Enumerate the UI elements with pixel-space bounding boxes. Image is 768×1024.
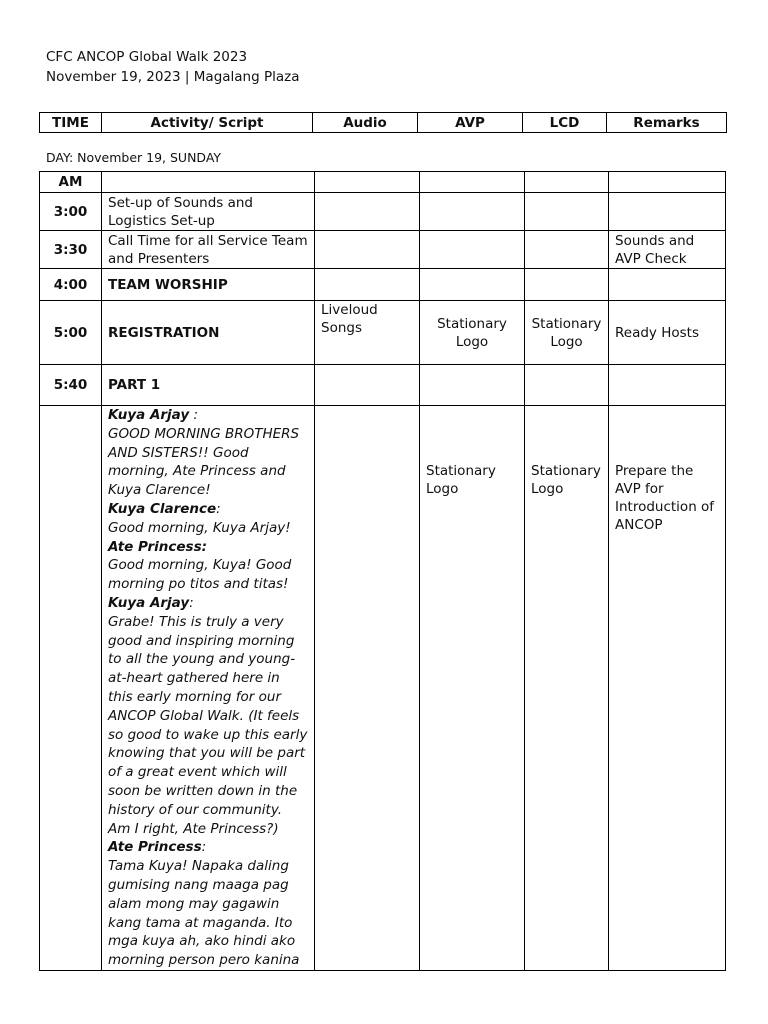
col-header-avp: AVP <box>418 113 523 133</box>
document-title: CFC ANCOP Global Walk 2023 <box>46 49 248 65</box>
time-cell: 5:00 <box>40 301 102 365</box>
avp-cell <box>420 172 525 193</box>
column-header-row <box>40 113 727 133</box>
table-row <box>40 193 726 231</box>
activity-cell: PART 1 <box>102 365 315 406</box>
script-line: Good morning, Kuya! Good morning po titos and titas! <box>108 557 292 593</box>
col-header-audio: Audio <box>313 113 418 133</box>
audio-cell <box>315 269 420 301</box>
table-row <box>40 231 726 269</box>
audio-cell: Liveloud Songs <box>315 301 420 365</box>
script-speaker: Kuya Clarence: <box>108 500 221 517</box>
day-label: DAY: November 19, SUNDAY <box>46 150 222 165</box>
script-speaker: Kuya Arjay : <box>108 407 199 423</box>
time-cell-empty <box>40 406 102 971</box>
lcd-cell <box>525 365 609 406</box>
activity-cell: REGISTRATION <box>102 301 315 365</box>
lcd-cell <box>525 231 609 269</box>
table-row <box>40 365 726 406</box>
remarks-cell <box>609 193 726 231</box>
lcd-cell <box>525 193 609 231</box>
avp-cell: Stationary Logo <box>420 301 525 365</box>
col-header-lcd: LCD <box>523 113 607 133</box>
avp-cell <box>420 193 525 231</box>
script-line: Good morning, Kuya Arjay! <box>108 519 291 536</box>
table-row <box>40 269 726 301</box>
avp-cell: Stationary Logo <box>420 406 525 971</box>
time-cell: 4:00 <box>40 269 102 301</box>
table-row <box>40 301 726 365</box>
script-line: GOOD MORNING BROTHERS AND SISTERS!! Good morning, Ate Princess and Kuya Clarence! <box>108 425 300 499</box>
script-row <box>40 406 726 971</box>
avp-cell <box>420 269 525 301</box>
script-speaker: Ate Princess: <box>108 839 207 856</box>
script-cell <box>102 406 315 971</box>
col-header-time: TIME <box>40 113 102 133</box>
schedule-table <box>39 171 726 971</box>
audio-cell <box>315 365 420 406</box>
activity-cell: Call Time for all Service Team and Presenters <box>102 231 315 269</box>
activity-cell <box>102 172 315 193</box>
script-line: Grabe! This is truly a very good and inspiring morning to all the young and young-at-heart gathered here in this early morning for our ANCOP Global Walk. (It feels so good to wake up this early knowing that you will be part of a great event which will soon be written down in the history of our community. Am I right, Ate Princess?) <box>108 613 308 837</box>
col-header-remarks: Remarks <box>607 113 727 133</box>
document-subtitle: November 19, 2023 | Magalang Plaza <box>46 69 300 85</box>
script-line: Tama Kuya! Napaka daling gumising nang maaga pag alam mong may gagawin kang tama at maganda. Ito mga kuya ah, ako hindi ako morning person pero kanina <box>108 858 300 969</box>
audio-cell <box>315 231 420 269</box>
audio-cell <box>315 193 420 231</box>
time-cell: 5:40 <box>40 365 102 406</box>
audio-cell <box>315 406 420 971</box>
lcd-cell: Stationary Logo <box>525 406 609 971</box>
avp-cell <box>420 365 525 406</box>
time-cell: AM <box>40 172 102 193</box>
remarks-cell: Sounds and AVP Check <box>609 231 726 269</box>
script-speaker: Kuya Arjay: <box>108 594 194 611</box>
remarks-cell <box>609 365 726 406</box>
column-header-table <box>39 112 727 133</box>
lcd-cell: Stationary Logo <box>525 301 609 365</box>
lcd-cell <box>525 172 609 193</box>
activity-cell: TEAM WORSHIP <box>102 269 315 301</box>
remarks-cell <box>609 172 726 193</box>
col-header-activity: Activity/ Script <box>102 113 313 133</box>
time-cell: 3:30 <box>40 231 102 269</box>
remarks-cell: Ready Hosts <box>609 301 726 365</box>
avp-cell <box>420 231 525 269</box>
table-row <box>40 172 726 193</box>
audio-cell <box>315 172 420 193</box>
lcd-cell <box>525 269 609 301</box>
time-cell: 3:00 <box>40 193 102 231</box>
remarks-cell: Prepare the AVP for Introduction of ANCOP <box>609 406 726 971</box>
script-speaker: Ate Princess: <box>108 538 208 555</box>
activity-cell: Set-up of Sounds and Logistics Set-up <box>102 193 315 231</box>
remarks-cell <box>609 269 726 301</box>
